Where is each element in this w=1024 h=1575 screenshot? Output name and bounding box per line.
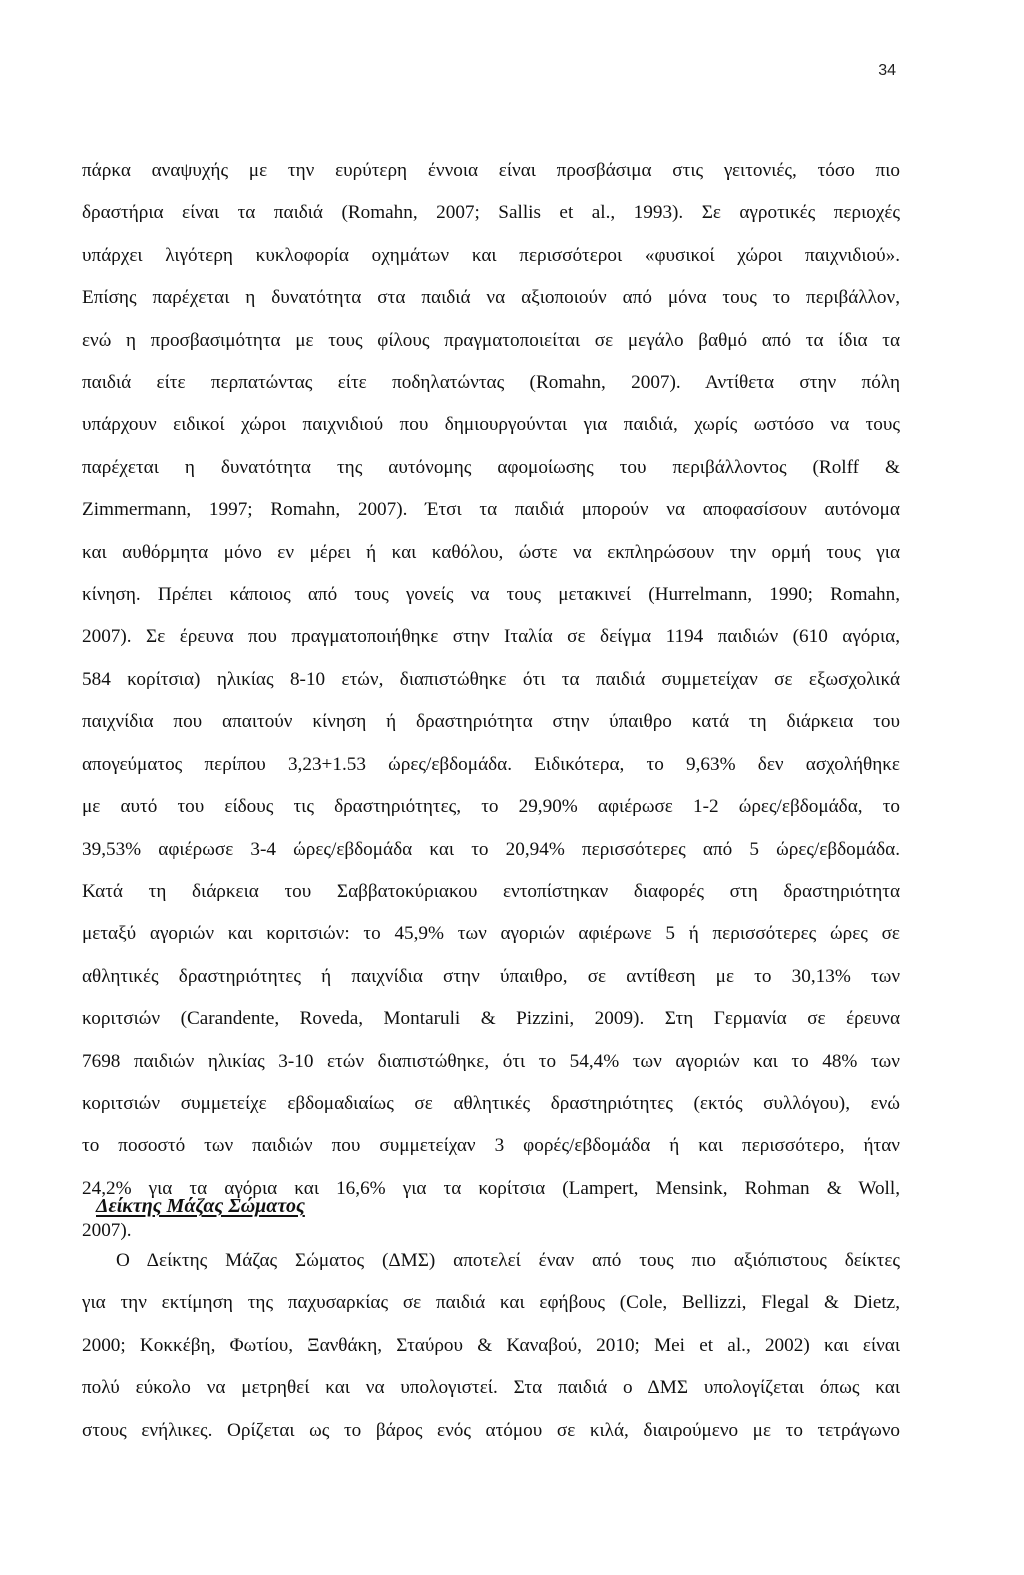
text-line: μεταξύ αγοριών και κοριτσιών: το 45,9% των αγοριών αφιέρωνε 5 ή περισσότερες ώρες σε bbox=[82, 923, 900, 945]
text-line: στους ενήλικες. Ορίζεται ως το βάρος ενός ατόμου σε κιλά, διαιρούμενο με το τετράγωνο bbox=[82, 1419, 900, 1441]
text-line: πάρκα αναψυχής με την ευρύτερη έννοια είναι προσβάσιμα στις γειτονιές, τόσο πιο bbox=[82, 160, 900, 181]
text-line: κίνηση. Πρέπει κάποιος από τους γονείς να τους μετακινεί (Hurrelmann, 1990; Romahn, bbox=[82, 584, 900, 606]
text-line: απογεύματος περίπου 3,23+1.53 ώρες/εβδομάδα. Ειδικότερα, το 9,63% δεν ασχολήθηκε bbox=[82, 753, 900, 775]
paragraph-bmi bbox=[82, 1240, 900, 1452]
text-line: 2007). Σε έρευνα που πραγματοποιήθηκε στην Ιταλία σε δείγμα 1194 παιδιών (610 αγόρια, bbox=[82, 626, 900, 648]
text-line: ενώ η προσβασιμότητα με τους φίλους πραγματοποιείται σε μεγάλο βαθμό από τα ίδια τα bbox=[82, 329, 900, 351]
text-line: Zimmermann, 1997; Romahn, 2007). Έτσι τα παιδιά μπορούν να αποφασίσουν αυτόνομα bbox=[82, 499, 900, 521]
text-line: Ο Δείκτης Μάζας Σώματος (ΔΜΣ) αποτελεί έναν από τους πιο αξιόπιστους δείκτες bbox=[116, 1250, 900, 1271]
text-line: Κατά τη διάρκεια του Σαββατοκύριακου εντοπίστηκαν διαφορές στη δραστηριότητα bbox=[82, 880, 900, 902]
text-line: υπάρχει λιγότερη κυκλοφορία οχημάτων και περισσότεροι «φυσικοί χώροι παιχνιδιού». bbox=[82, 244, 900, 266]
text-line: Επίσης παρέχεται η δυνατότητα στα παιδιά να αξιοποιούν από μόνα τους το περιβάλλον, bbox=[82, 287, 900, 309]
section-heading: Δείκτης Μάζας Σώματος bbox=[96, 1195, 305, 1217]
text-line: παιχνίδια που απαιτούν κίνηση ή δραστηριότητα στην ύπαιθρο κατά τη διάρκεια του bbox=[82, 711, 900, 733]
text-line: 584 κορίτσια) ηλικίας 8-10 ετών, διαπιστώθηκε ότι τα παιδιά συμμετείχαν σε εξωσχολικά bbox=[82, 668, 900, 690]
text-line: πολύ εύκολο να μετρηθεί και να υπολογιστεί. Στα παιδιά ο ΔΜΣ υπολογίζεται όπως και bbox=[82, 1377, 900, 1399]
text-line: κοριτσιών συμμετείχε εβδομαδιαίως σε αθλητικές δραστηριότητες (εκτός συλλόγου), ενώ bbox=[82, 1092, 900, 1114]
text-line: το ποσοστό των παιδιών που συμμετείχαν 3 φορές/εβδομάδα ή και περισσότερο, ήταν bbox=[82, 1135, 900, 1157]
text-line: 2000; Κοκκέβη, Φωτίου, Ξανθάκη, Σταύρου & Καναβού, 2010; Mei et al., 2002) και είναι bbox=[82, 1334, 900, 1356]
text-line: 24,2% για τα αγόρια και 16,6% για τα κορίτσια (Lampert, Mensink, Rohman & Woll, bbox=[82, 1177, 900, 1199]
text-line: παιδιά είτε περπατώντας είτε ποδηλατώντας (Romahn, 2007). Αντίθετα στην πόλη bbox=[82, 372, 900, 394]
text-line: με αυτό του είδους τις δραστηριότητες, το 29,90% αφιέρωσε 1-2 ώρες/εβδομάδα, το bbox=[82, 796, 900, 818]
text-line: 2007). bbox=[82, 1220, 132, 1242]
text-line: 7698 παιδιών ηλικίας 3-10 ετών διαπιστώθηκε, ότι το 54,4% των αγοριών και το 48% των bbox=[82, 1050, 900, 1072]
text-line: αθλητικές δραστηριότητες ή παιχνίδια στην ύπαιθρο, σε αντίθεση με το 30,13% των bbox=[82, 965, 900, 987]
text-line: κοριτσιών (Carandente, Roveda, Montaruli & Pizzini, 2009). Στη Γερμανία σε έρευνα bbox=[82, 1008, 900, 1030]
text-line: δραστήρια είναι τα παιδιά (Romahn, 2007; Sallis et al., 1993). Σε αγροτικές περιοχές bbox=[82, 202, 900, 224]
text-line: υπάρχουν ειδικοί χώροι παιχνιδιού που δημιουργούνται για παιδιά, χωρίς ωστόσο να τους bbox=[82, 414, 900, 436]
text-line: για την εκτίμηση της παχυσαρκίας σε παιδιά και εφήβους (Cole, Bellizzi, Flegal & Dietz, bbox=[82, 1292, 900, 1314]
page-number: 34 bbox=[878, 62, 896, 79]
text-line: παρέχεται η δυνατότητα της αυτόνομης αφομοίωσης του περιβάλλοντος (Rolff & bbox=[82, 456, 900, 478]
text-line: 39,53% αφιέρωσε 3-4 ώρες/εβδομάδα και το 20,94% περισσότερες από 5 ώρες/εβδομάδα. bbox=[82, 838, 900, 860]
text-line: και αυθόρμητα μόνο εν μέρει ή και καθόλου, ώστε να εκπληρώσουν την ορμή τους για bbox=[82, 541, 900, 563]
paragraph-main bbox=[82, 150, 900, 1253]
